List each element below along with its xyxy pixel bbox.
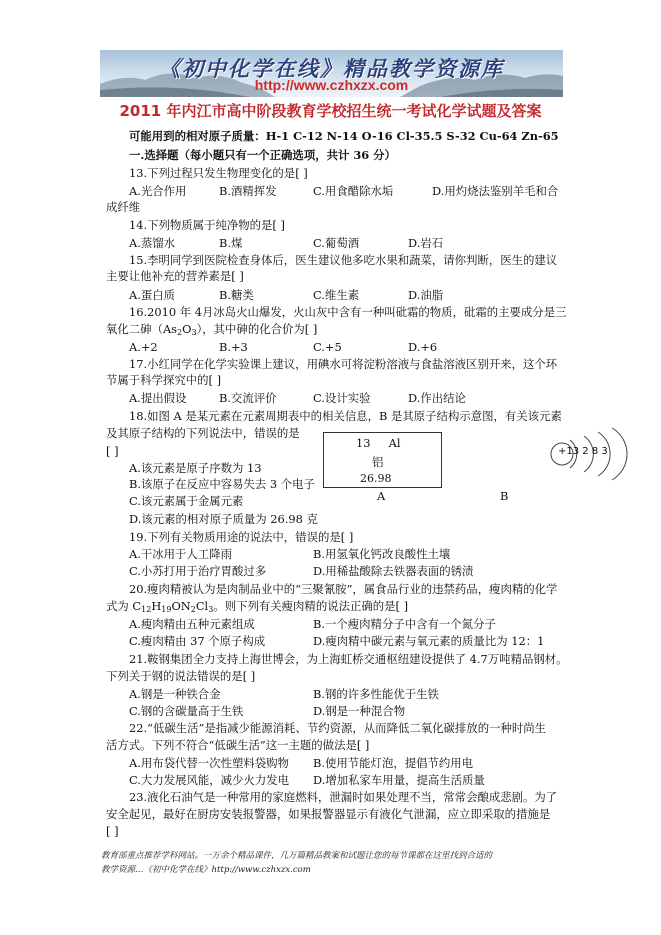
q23-stem-3: [ ] xyxy=(106,824,119,838)
q22-stem-1: 22.“低碳生活”是指减少能源消耗、节约资源，从而降低二氧化碳排放的一种时尚生 xyxy=(129,721,547,735)
q22-option-a[interactable]: A.用布袋代替一次性塑料袋购物 xyxy=(129,756,289,770)
q21-option-d[interactable]: D.钢是一种混合物 xyxy=(313,704,406,718)
q22-option-d[interactable]: D.增加私家车用量，提高生活质量 xyxy=(313,773,485,787)
atom-nucleus-and-shells: +13 2 8 3 xyxy=(558,446,608,457)
q14-option-a[interactable]: A.蒸馏水 xyxy=(129,236,176,250)
q13-stem: 13.下列过程只发生物理变化的是[ ] xyxy=(129,166,308,180)
q17-option-b[interactable]: B.交流评价 xyxy=(219,391,277,405)
q17-option-d[interactable]: D.作出结论 xyxy=(408,391,466,405)
figure-b-atom-structure xyxy=(548,424,640,484)
element-mass: 26.98 xyxy=(360,472,392,485)
q20-option-d[interactable]: D.瘦肉精中碳元素与氧元素的质量比为 12：1 xyxy=(313,634,545,648)
q23-stem-1: 23.液化石油气是一种常用的家庭燃料，泄漏时如果处理不当，常常会酿成悲剧。为了 xyxy=(129,790,558,804)
q16-option-b[interactable]: B.+3 xyxy=(219,340,248,354)
q13-option-b[interactable]: B.酒精挥发 xyxy=(219,184,277,198)
q20-stem-2: 式为 $C_{12}H_{19}ON_2Cl_3$。则下列有关瘦肉精的说法正确的是[ ] xyxy=(106,599,409,614)
q14-option-b[interactable]: B.煤 xyxy=(219,236,243,250)
figure-b-label: B xyxy=(500,489,509,503)
q18-option-a[interactable]: A.该元素是原子序数为 13 xyxy=(129,461,262,475)
q15-option-b[interactable]: B.糖类 xyxy=(219,288,254,302)
q14-option-c[interactable]: C.葡萄酒 xyxy=(313,236,360,250)
q14-stem: 14.下列物质属于纯净物的是[ ] xyxy=(129,218,285,232)
q20-stem-1: 20.瘦肉精被认为是肉制品业中的“三聚氰胺”，属食品行业的违禁药品，瘦肉精的化学 xyxy=(129,582,558,596)
q16-option-d[interactable]: D.+6 xyxy=(408,340,438,354)
q16-stem-2: 氧化二砷$(As_2O_3)$，其中砷的化合价为[ ] xyxy=(106,322,318,337)
figure-a-label: A xyxy=(377,489,386,503)
q15-option-d[interactable]: D.油脂 xyxy=(408,288,444,302)
q14-option-d[interactable]: D.岩石 xyxy=(408,236,444,250)
q20-option-b[interactable]: B.一个瘦肉精分子中含有一个氮分子 xyxy=(313,617,496,631)
q19-option-a[interactable]: A.干冰用于人工降雨 xyxy=(129,547,232,561)
q23-stem-2: 安全起见，最好在厨房安装报警器，如果报警器显示有液化气泄漏，应立即采取的措施是 xyxy=(106,807,551,821)
q16-option-a[interactable]: A.+2 xyxy=(129,340,158,354)
q18-option-d[interactable]: D.该元素的相对原子质量为 26.98 克 xyxy=(129,512,318,526)
q15-option-c[interactable]: C.维生素 xyxy=(313,288,360,302)
q19-stem: 19.下列有关物质用途的说法中，错误的是[ ] xyxy=(129,530,354,544)
q19-option-c[interactable]: C.小苏打用于治疗胃酸过多 xyxy=(129,564,267,578)
q21-stem-2: 下列关于钢的说法错误的是[ ] xyxy=(106,669,256,683)
element-name: 铝 xyxy=(372,455,384,469)
element-number-symbol: 13 Al xyxy=(356,436,401,450)
q19-option-d[interactable]: D.用稀盐酸除去铁器表面的锈渍 xyxy=(313,564,474,578)
q13-option-a[interactable]: A.光合作用 xyxy=(129,184,187,198)
q21-option-b[interactable]: B.钢的许多性能优于生铁 xyxy=(313,687,439,701)
footer-line-2: 教学资源…《初中化学在线》http://www.czhxzx.com xyxy=(101,865,311,875)
q13-option-d[interactable]: D.用灼烧法鉴别羊毛和合 xyxy=(432,184,559,198)
q18-bracket: [ ] xyxy=(106,444,119,458)
q17-stem-1: 17.小红同学在化学实验课上建议，用碘水可将淀粉溶液与食盐溶液区别开来，这个环 xyxy=(129,357,558,371)
banner-title: 《初中化学在线》精品教学资源库 xyxy=(159,56,504,81)
footer-line-1: 教育部重点推荐学科网站。一万余个精品课件，几万篇精品教案和试题让您的每节课都在这里找到合适的 xyxy=(101,851,493,861)
q17-stem-2: 节属于科学探究中的[ ] xyxy=(106,373,222,387)
q20-option-c[interactable]: C.瘦肉精由 37 个原子构成 xyxy=(129,634,266,648)
q15-stem-2: 主要让他补充的营养素是[ ] xyxy=(106,269,244,283)
document-title: 2011 年内江市高中阶段教育学校招生统一考试化学试题及答案 xyxy=(119,102,542,120)
q15-stem-1: 15.李明同学到医院检查身体后，医生建议他多吃水果和蔬菜，请你判断，医生的建议 xyxy=(129,253,558,267)
q17-option-a[interactable]: A.提出假设 xyxy=(129,391,187,405)
q22-option-c[interactable]: C.大力发展风能，减少火力发电 xyxy=(129,773,290,787)
section-title: 一.选择题（每小题只有一个正确选项，共计 36 分） xyxy=(129,148,396,162)
q21-option-c[interactable]: C.钢的含碳量高于生铁 xyxy=(129,704,244,718)
figure-a-periodic-cell xyxy=(323,432,442,488)
q18-option-c[interactable]: C.该元素属于金属元素 xyxy=(129,494,244,508)
footer-note xyxy=(101,849,563,877)
q15-option-a[interactable]: A.蛋白质 xyxy=(129,288,176,302)
q18-stem-1: 18.如图 A 是某元素在元素周期表中的相关信息，B 是其原子结构示意图，有关该元素 xyxy=(129,409,562,423)
q22-option-b[interactable]: B.使用节能灯泡，提倡节约用电 xyxy=(313,756,474,770)
atomic-masses: 可能用到的相对原子质量：H-1 C-12 N-14 O-16 Cl-35.5 S-32 Cu-64 Zn-65 xyxy=(129,129,559,143)
q13-option-c[interactable]: C.用食醋除水垢 xyxy=(313,184,394,198)
q16-option-c[interactable]: C.+5 xyxy=(313,340,342,354)
q21-stem-1: 21.鞍钢集团全力支持上海世博会，为上海虹桥交通枢纽建设提供了 4.7万吨精品钢材。 xyxy=(129,652,568,666)
q22-stem-2: 活方式。下列不符合“低碳生活”这一主题的做法是[ ] xyxy=(106,738,370,752)
header-banner xyxy=(100,50,563,97)
q20-option-a[interactable]: A.瘦肉精由五种元素组成 xyxy=(129,617,255,631)
q16-stem-1: 16.2010 年 4月冰岛火山爆发，火山灰中含有一种叫砒霜的物质，砒霜的主要成分是三 xyxy=(129,305,567,319)
q17-option-c[interactable]: C.设计实验 xyxy=(313,391,371,405)
q19-option-b[interactable]: B.用氢氧化钙改良酸性土壤 xyxy=(313,547,451,561)
q18-option-b[interactable]: B.该原子在反应中容易失去 3 个电子 xyxy=(129,477,315,491)
q18-stem-2: 及其原子结构的下列说法中，错误的是 xyxy=(106,426,300,440)
footer-url-link[interactable]: http://www.czhxzx.com xyxy=(211,865,311,875)
banner-url[interactable]: http://www.czhxzx.com xyxy=(254,77,409,93)
q13-option-d-cont: 成纤维 xyxy=(106,200,141,214)
q21-option-a[interactable]: A.钢是一种铁合金 xyxy=(129,687,221,701)
